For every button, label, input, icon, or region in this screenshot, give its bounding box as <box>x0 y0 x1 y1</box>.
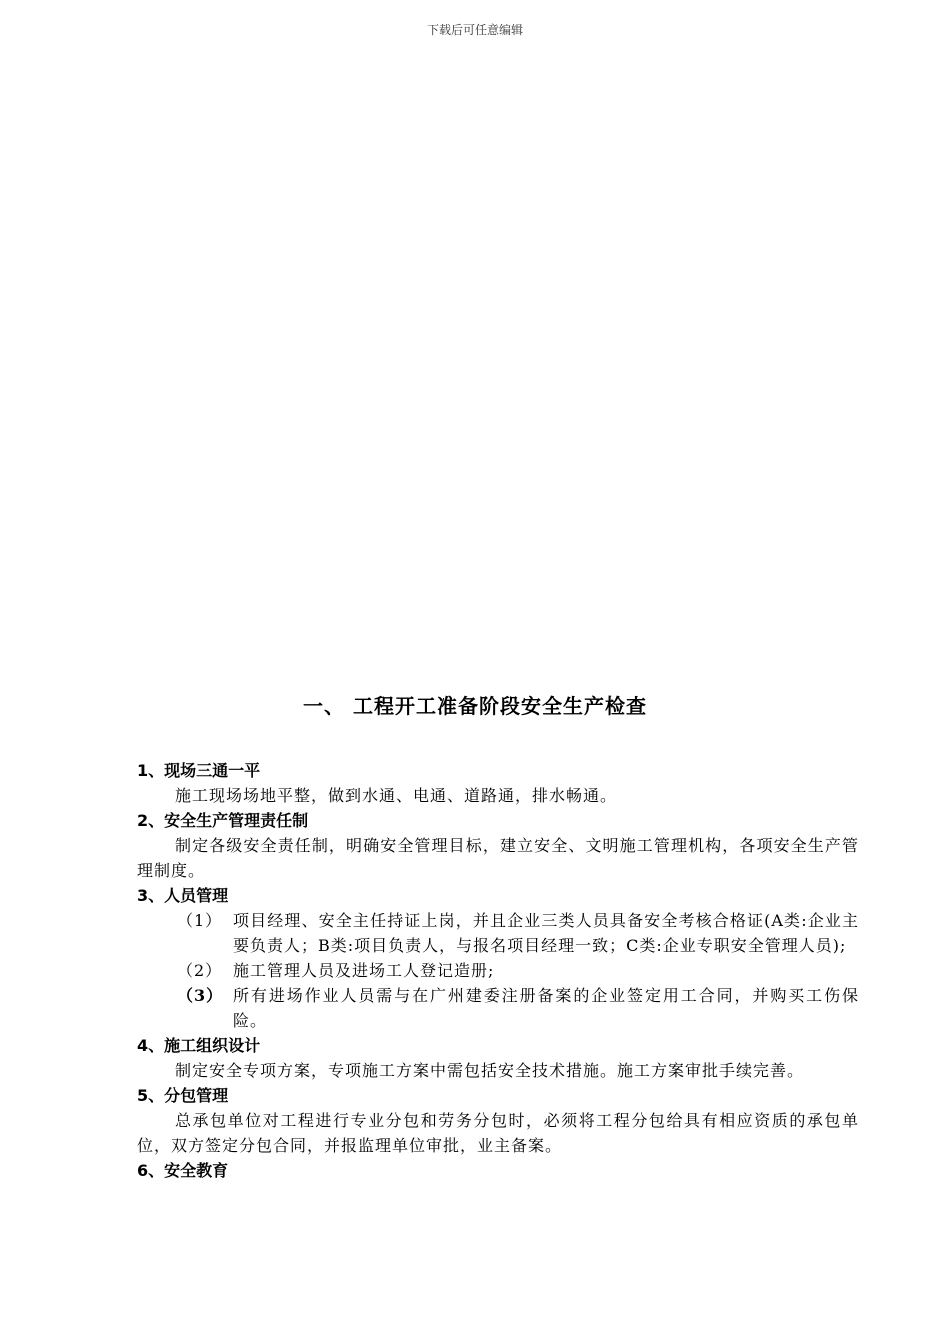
section-heading: 3、人员管理 <box>137 886 229 905</box>
list-item-text: 施工管理人员及进场工人登记造册; <box>233 961 495 980</box>
section-safety-responsibility <box>137 808 859 883</box>
list-item <box>137 908 859 958</box>
section-heading: 1、现场三通一平 <box>137 761 261 780</box>
section-safety-education <box>137 1158 859 1183</box>
paragraph: 施工现场场地平整，做到水通、电通、道路通，排水畅通。 <box>175 786 618 805</box>
list-item-number: （3） <box>177 986 224 1005</box>
list-item <box>137 983 859 1033</box>
section-subcontract-management <box>137 1083 859 1158</box>
list-item <box>137 958 859 983</box>
section-heading: 2、安全生产管理责任制 <box>137 811 309 830</box>
list-item-text: 项目经理、安全主任持证上岗，并且企业三类人员具备安全考核合格证(A类:企业主要负责人；B类:项目负责人，与报名项目经理一致；C类:企业专职安全管理人员); <box>233 911 859 955</box>
section-site-preparation <box>137 758 859 808</box>
section-heading: 6、安全教育 <box>137 1161 229 1180</box>
paragraph: 制定各级安全责任制，明确安全管理目标，建立安全、文明施工管理机构，各项安全生产管理制度。 <box>137 836 859 880</box>
section-personnel-management <box>137 883 859 1033</box>
paragraph: 制定安全专项方案，专项施工方案中需包括安全技术措施。施工方案审批手续完善。 <box>175 1061 805 1080</box>
document-body <box>137 758 859 1183</box>
list-item-text: 所有进场作业人员需与在广州建委注册备案的企业签定用工合同，并购买工伤保险。 <box>233 986 859 1030</box>
list-item-number: （2） <box>177 961 223 980</box>
document-title: 一、 工程开工准备阶段安全生产检查 <box>303 694 647 718</box>
header-note: 下载后可任意编辑 <box>426 23 523 37</box>
section-heading: 5、分包管理 <box>137 1086 229 1105</box>
section-heading: 4、施工组织设计 <box>137 1036 261 1055</box>
list-item-number: （1） <box>177 911 223 930</box>
paragraph: 总承包单位对工程进行专业分包和劳务分包时，必须将工程分包给具有相应资质的承包单位，双方签定分包合同，并报监理单位审批，业主备案。 <box>137 1111 859 1155</box>
section-construction-design <box>137 1033 859 1083</box>
